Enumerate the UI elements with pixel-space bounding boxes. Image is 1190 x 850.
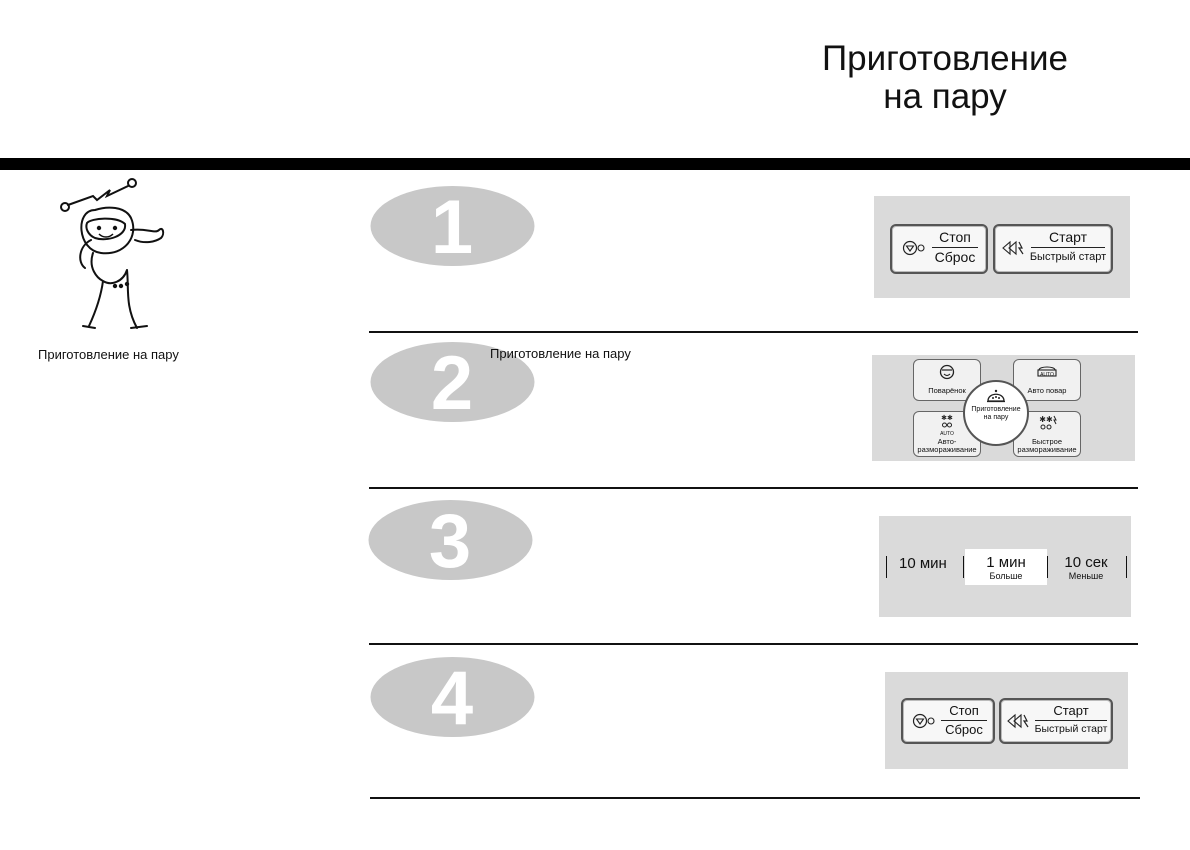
- step-digit-4: 4: [430, 656, 474, 738]
- start-icon: [1001, 240, 1027, 256]
- time-separator: [1126, 556, 1127, 578]
- key-divider: [1031, 247, 1105, 248]
- auto-defrost-label-2: размораживание: [917, 445, 977, 454]
- stop-start-panel-2: [885, 672, 1128, 769]
- auto-defrost-label-1: Авто-: [937, 437, 957, 446]
- steam-cook-button[interactable]: [963, 380, 1029, 446]
- header-rule: [0, 158, 1190, 170]
- stop-icon: [912, 713, 936, 729]
- reset-label: Сброс: [945, 722, 983, 737]
- quick-start-label: Быстрый старт: [1034, 723, 1108, 735]
- ten-sec-button[interactable]: [1055, 554, 1117, 586]
- start-quick-button[interactable]: [993, 224, 1113, 274]
- sidebar-caption: Приготовление на пару: [38, 347, 179, 362]
- steam-dome-icon: [986, 389, 1006, 403]
- time-panel: [879, 516, 1131, 617]
- step-digit-1: 1: [430, 185, 474, 267]
- reset-label: Сброс: [934, 249, 976, 265]
- step-divider: [369, 643, 1138, 645]
- step-number-3: [368, 499, 533, 581]
- start-label: Старт: [1053, 703, 1089, 718]
- steam-label-1: Приготовление: [971, 406, 1021, 413]
- ten-min-button[interactable]: 10 мин: [899, 555, 947, 572]
- svg-text:✱✱: ✱✱: [941, 414, 953, 422]
- step-2-text: Приготовление на пару: [490, 346, 631, 361]
- more-label: Больше: [989, 571, 1023, 581]
- key-divider: [1035, 720, 1107, 721]
- step-divider: [369, 331, 1138, 333]
- mode-panel: [872, 355, 1135, 461]
- time-separator: [886, 556, 887, 578]
- start-icon: [1006, 713, 1032, 729]
- start-label: Старт: [1048, 229, 1088, 245]
- step-number-4: [370, 656, 535, 738]
- start-quick-button[interactable]: [999, 698, 1113, 744]
- stop-label: Стоп: [939, 229, 971, 245]
- key-divider: [941, 720, 987, 721]
- stop-icon: [902, 240, 926, 256]
- quick-defrost-label-1: Быстрое: [1031, 437, 1062, 446]
- auto-defrost-icon-text: AUTO: [940, 431, 954, 437]
- steam-label-2: на пару: [983, 414, 1009, 421]
- page-title: [785, 40, 1105, 116]
- less-label: Меньше: [1068, 571, 1104, 581]
- one-min-label: 1 мин: [986, 554, 1026, 571]
- step-divider: [369, 487, 1138, 489]
- quick-defrost-label-2: размораживание: [1017, 445, 1077, 454]
- ten-sec-label: 10 сек: [1064, 554, 1108, 571]
- auto-defrost-icon: [940, 414, 954, 430]
- page-title-line2: на пару: [883, 77, 1007, 116]
- step-divider: [370, 797, 1140, 799]
- page-title-line1: Приготовление: [822, 39, 1068, 78]
- chef-face-icon: [939, 364, 955, 380]
- mascot-illustration: [55, 178, 185, 338]
- auto-icon-text: AUTO: [1040, 372, 1054, 378]
- quick-start-label: Быстрый старт: [1029, 251, 1107, 263]
- quick-defrost-icon: [1038, 415, 1058, 431]
- auto-cook-label: Авто повар: [1027, 386, 1067, 395]
- time-separator: [963, 556, 964, 578]
- step-number-1: [370, 185, 535, 267]
- svg-text:✱✱: ✱✱: [1039, 415, 1053, 424]
- step-digit-3: 3: [428, 499, 472, 581]
- one-min-button[interactable]: [965, 549, 1047, 585]
- stop-reset-button[interactable]: [890, 224, 988, 274]
- step-digit-2: 2: [430, 341, 474, 423]
- cook-kid-label: Поварёнок: [928, 386, 966, 395]
- time-separator: [1047, 556, 1048, 578]
- stop-reset-button[interactable]: [901, 698, 995, 744]
- stop-label: Стоп: [949, 703, 979, 718]
- key-divider: [932, 247, 978, 248]
- stop-start-panel-1: [874, 196, 1130, 298]
